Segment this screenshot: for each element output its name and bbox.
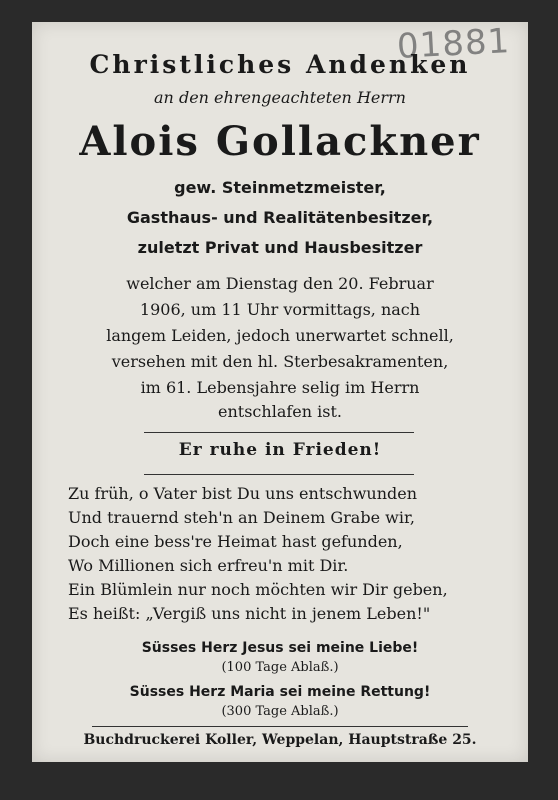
verse-line: Zu früh, o Vater bist Du uns entschwunden	[68, 484, 418, 503]
verse-line: Und trauernd steh'n an Deinem Grabe wir,	[68, 508, 415, 527]
body-text-line: im 61. Lebensjahre selig im Herrn	[140, 378, 420, 397]
verse-line: Doch eine bess're Heimat hast gefunden,	[68, 532, 403, 551]
card-header: Christliches Andenken	[89, 50, 471, 79]
printer-divider	[92, 726, 468, 727]
prayer-maria: Süsses Herz Maria sei meine Rettung!	[129, 684, 431, 700]
body-text-line: welcher am Dienstag den 20. Februar	[126, 274, 434, 293]
body-text-line: entschlafen ist.	[218, 402, 342, 421]
occupation-line: zuletzt Privat und Hausbesitzer	[137, 238, 423, 257]
divider-top	[144, 432, 414, 433]
card-content	[32, 22, 528, 762]
dedication-line: an den ehrengeachteten Herrn	[154, 88, 406, 107]
archive-number: 01881	[395, 21, 511, 67]
prayer-jesus: Süsses Herz Jesus sei meine Liebe!	[141, 640, 419, 656]
occupation-line: Gasthaus- und Realitätenbesitzer,	[126, 208, 434, 227]
printer-imprint: Buchdruckerei Koller, Weppelan, Hauptstraße 25.	[83, 732, 477, 748]
indulgence-note: (300 Tage Ablaß.)	[221, 704, 339, 719]
verse-line: Es heißt: „Vergiß uns nicht in jenem Leben!"	[68, 604, 431, 623]
body-text-line: langem Leiden, jedoch unerwartet schnell,	[106, 326, 454, 345]
occupation-line: gew. Steinmetzmeister,	[174, 178, 386, 197]
verse-line: Ein Blümlein nur noch möchten wir Dir geben,	[68, 580, 448, 599]
deceased-name: Alois Gollackner	[79, 118, 481, 165]
indulgence-note: (100 Tage Ablaß.)	[221, 660, 339, 675]
body-text-line: 1906, um 11 Uhr vormittags, nach	[139, 300, 421, 319]
rest-in-peace: Er ruhe in Frieden!	[178, 440, 382, 460]
memorial-card	[32, 22, 528, 762]
body-text-line: versehen mit den hl. Sterbesakramenten,	[111, 352, 449, 371]
divider-bottom	[144, 474, 414, 475]
verse-line: Wo Millionen sich erfreu'n mit Dir.	[68, 556, 349, 575]
